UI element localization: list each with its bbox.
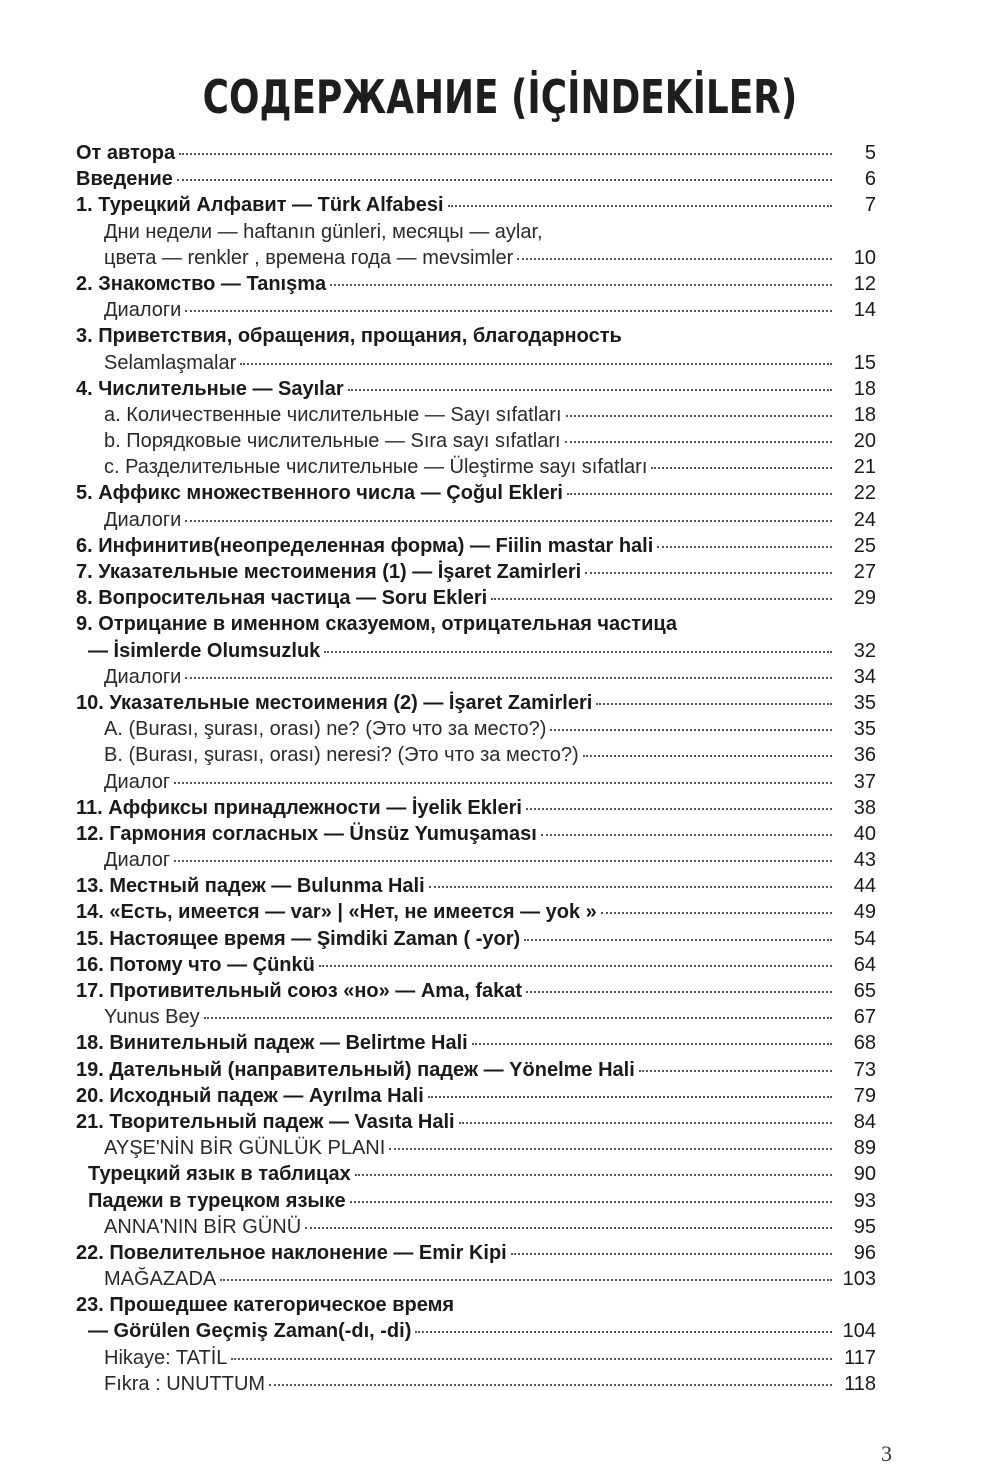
- toc-entry-page: 68: [853, 1032, 876, 1055]
- toc-entry: [76, 1161, 876, 1187]
- toc-entry: [76, 795, 876, 821]
- toc-entry: [76, 559, 876, 585]
- toc-entry-page: 6: [864, 168, 876, 191]
- toc-entry-page: 43: [853, 849, 876, 872]
- toc-entry-page: 84: [853, 1110, 876, 1133]
- dot-leader: [651, 467, 832, 469]
- toc-entry-title: 18. Винительный падеж — Belirtme Hali: [76, 1032, 468, 1055]
- toc-entry-page: 117: [844, 1346, 876, 1369]
- toc-entry-page: 49: [853, 901, 876, 924]
- toc-entry-title: c. Разделительные числительные — Üleştirme sayı sıfatları: [104, 456, 648, 479]
- dot-leader: [429, 886, 832, 888]
- dot-leader: [174, 860, 832, 862]
- toc-entry-title: 8. Вопросительная частица — Soru Ekleri: [76, 587, 488, 610]
- toc-entry-title: 3. Приветствия, обращения, прощания, благодарность: [76, 325, 622, 348]
- toc-entry-title: MAĞAZADA: [104, 1268, 217, 1291]
- dot-leader: [550, 729, 832, 731]
- toc-entry-page: 21: [853, 456, 876, 479]
- dot-leader: [350, 1201, 832, 1203]
- toc-entry: [76, 350, 876, 376]
- toc-entry-title: 12. Гармония согласных — Ünsüz Yumuşaması: [76, 822, 537, 845]
- dot-leader: [566, 415, 832, 417]
- toc-entry: [76, 611, 876, 637]
- dot-leader: [330, 284, 832, 286]
- toc-entry-page: 54: [853, 927, 876, 950]
- toc-entry: [76, 1292, 876, 1318]
- toc-entry-page: 44: [853, 875, 876, 898]
- toc-entry: [76, 376, 876, 402]
- toc-entry-page: 73: [853, 1058, 876, 1081]
- toc-entry-title: 19. Дательный (направительный) падеж — Yönelme Hali: [76, 1058, 635, 1081]
- toc-entry-page: 35: [853, 691, 876, 714]
- toc-entry: [76, 821, 876, 847]
- page-title: СОДЕРЖАНИЕ (İÇİNDEKİLER): [202, 70, 798, 124]
- toc-entry-title: 2. Знакомство — Tanışma: [76, 272, 327, 295]
- toc-entry-page: 15: [853, 351, 876, 374]
- toc-entry-page: 5: [864, 142, 876, 164]
- toc-entry-title: Введение: [76, 168, 173, 191]
- toc-entry-title: 22. Повелительное наклонение — Emir Kipi: [76, 1241, 507, 1264]
- dot-leader: [585, 572, 832, 574]
- toc-entry-title: 4. Числительные — Sayılar: [76, 377, 344, 400]
- toc-entry-page: 20: [853, 430, 876, 453]
- toc-entry: [76, 428, 876, 454]
- toc-entry-title: 10. Указательные местоимения (2) — İşaret Zamirleri: [76, 691, 593, 714]
- dot-leader: [174, 782, 832, 784]
- toc-entry-title: 7. Указательные местоимения (1) — İşaret Zamirleri: [76, 561, 582, 583]
- toc-entry-title: цвета — renkler , времена года — mevsimler: [104, 246, 514, 269]
- toc-entry-title: a. Количественные числительные — Sayı sıfatları: [104, 403, 562, 426]
- toc-entry-page: 32: [853, 639, 876, 662]
- toc-entry: [76, 769, 876, 795]
- toc-entry-page: 36: [853, 744, 876, 767]
- toc-entry-page: 79: [853, 1084, 876, 1107]
- toc-entry: [76, 1004, 876, 1030]
- toc-entry-title: Диалог: [104, 849, 171, 872]
- toc-entry-title: — Görülen Geçmiş Zaman(-dı, -di): [88, 1320, 412, 1343]
- toc-entry: [76, 1188, 876, 1214]
- dot-leader: [639, 1070, 832, 1072]
- toc-entry-page: 89: [853, 1137, 876, 1160]
- toc-entry-page: 22: [853, 482, 876, 505]
- toc-entry-title: AYŞE'NİN BİR GÜNLÜK PLANI: [104, 1137, 386, 1160]
- toc-entry-title: 13. Местный падеж — Bulunma Hali: [76, 875, 425, 898]
- dot-leader: [319, 965, 832, 967]
- dot-leader: [185, 310, 832, 312]
- toc-entry-title: Selamlaşmalar: [104, 351, 237, 374]
- toc-entry: [76, 899, 876, 925]
- toc-entry: [76, 952, 876, 978]
- toc-entry-title: 21. Творительный падеж — Vasıta Hali: [76, 1110, 455, 1133]
- toc-entry-title: — İsimlerde Olumsuzluk: [88, 639, 321, 662]
- toc-entry-title: 23. Прошедшее категорическое время: [76, 1294, 455, 1317]
- dot-leader: [240, 363, 832, 365]
- dot-leader: [231, 1358, 832, 1360]
- dot-leader: [185, 677, 832, 679]
- toc-entry-page: 18: [853, 377, 876, 400]
- toc-entry: [76, 873, 876, 899]
- dot-leader: [355, 1174, 832, 1176]
- toc-entry-title: ANNA'NIN BİR GÜNÜ: [104, 1215, 302, 1238]
- dot-leader: [448, 205, 832, 207]
- toc-entry-title: Hikaye: TATİL: [104, 1346, 228, 1369]
- toc-entry-page: 118: [844, 1372, 876, 1395]
- toc-entry-title: 17. Противительный союз «но» — Ama, fakat: [76, 980, 523, 1002]
- toc-entry: [76, 1083, 876, 1109]
- toc-entry: [76, 245, 876, 271]
- toc-entry-title: B. (Burası, şurası, orası) neresi? (Это что за место?): [104, 744, 579, 767]
- dot-leader: [526, 991, 832, 993]
- toc-entry-page: 93: [853, 1189, 876, 1212]
- toc-entry: [76, 192, 876, 218]
- dot-leader: [348, 389, 832, 391]
- toc-entry: [76, 140, 876, 166]
- toc-entry-title: Турецкий язык в таблицах: [88, 1163, 351, 1186]
- toc-entry-page: 12: [853, 272, 876, 295]
- dot-leader: [583, 755, 832, 757]
- toc-entry-title: Yunus Bey: [104, 1006, 200, 1029]
- toc-entry-page: 95: [853, 1215, 876, 1238]
- toc-entry-title: 14. «Есть, имеется — var» | «Нет, не имеется — yok »: [76, 901, 597, 924]
- dot-leader: [541, 834, 832, 836]
- toc-entry-title: Диалоги: [104, 508, 182, 531]
- dot-leader: [511, 1253, 832, 1255]
- toc-entry-page: 14: [853, 299, 876, 322]
- dot-leader: [177, 179, 832, 181]
- toc-entry: [76, 1371, 876, 1397]
- toc-entry-page: 96: [853, 1241, 876, 1264]
- dot-leader: [204, 1017, 832, 1019]
- toc-entry-page: 18: [853, 403, 876, 426]
- toc-entry-page: 38: [853, 796, 876, 819]
- toc-entry: [76, 1135, 876, 1161]
- toc-entry: [76, 166, 876, 192]
- toc-entry-page: 7: [864, 194, 876, 217]
- dot-leader: [415, 1331, 832, 1333]
- toc-entry-title: Диалоги: [104, 665, 182, 688]
- toc-entry-page: 104: [842, 1320, 876, 1343]
- dot-leader: [305, 1227, 832, 1229]
- toc-entry: [76, 1266, 876, 1292]
- toc-entry-title: Дни недели — haftanın günleri, месяцы — aylar,: [104, 220, 543, 243]
- dot-leader: [179, 153, 832, 155]
- toc-entry: [76, 1057, 876, 1083]
- page-number: 3: [881, 1441, 892, 1466]
- toc-entry-title: b. Порядковые числительные — Sıra sayı sıfatları: [104, 430, 561, 453]
- toc-entry-page: 29: [853, 587, 876, 610]
- toc-entry: [76, 533, 876, 559]
- toc-entry-title: Диалоги: [104, 299, 182, 322]
- toc-entry-title: От автора: [76, 142, 176, 164]
- dot-leader: [565, 441, 832, 443]
- toc-entry-page: 90: [853, 1163, 876, 1186]
- dot-leader: [324, 651, 832, 653]
- toc-entry-page: 67: [853, 1006, 876, 1029]
- dot-leader: [517, 258, 832, 260]
- toc-entry: [76, 454, 876, 480]
- toc-entry-title: Fıkra : UNUTTUM: [104, 1372, 266, 1395]
- toc-entry: [76, 1214, 876, 1240]
- dot-leader: [657, 546, 832, 548]
- toc-entry-page: 27: [853, 561, 876, 583]
- toc-entry-title: 1. Турецкий Алфавит — Türk Alfabesi: [76, 194, 444, 217]
- dot-leader: [428, 1096, 832, 1098]
- toc-entry-page: 64: [853, 953, 876, 976]
- toc-entry: [76, 742, 876, 768]
- toc-entry: [76, 1318, 876, 1344]
- toc-entry-title: 20. Исходный падеж — Ayrılma Hali: [76, 1084, 424, 1107]
- toc-entry-title: A. (Burası, şurası, orası) ne? (Это что за место?): [104, 718, 547, 741]
- dot-leader: [491, 598, 832, 600]
- toc-entry: [76, 219, 876, 245]
- toc-entry: [76, 978, 876, 1004]
- toc-entry: [76, 664, 876, 690]
- toc-entry: [76, 716, 876, 742]
- toc-entry-title: 6. Инфинитив(неопределенная форма) — Fiilin mastar hali: [76, 534, 654, 557]
- toc-entry-title: 9. Отрицание в именном сказуемом, отрицательная частица: [76, 613, 678, 636]
- dot-leader: [459, 1122, 832, 1124]
- toc-entry: [76, 1109, 876, 1135]
- dot-leader: [220, 1279, 832, 1281]
- toc-entry-title: 16. Потому что — Çünkü: [76, 953, 315, 976]
- toc-entry: [76, 271, 876, 297]
- toc-entry-page: 65: [853, 980, 876, 1002]
- toc-entry-page: 40: [853, 822, 876, 845]
- dot-leader: [601, 912, 832, 914]
- toc-entry: [76, 690, 876, 716]
- toc-entry: [76, 297, 876, 323]
- toc-entry: [76, 1345, 876, 1371]
- dot-leader: [567, 493, 832, 495]
- toc-entry: [76, 402, 876, 428]
- dot-leader: [269, 1384, 832, 1386]
- toc-entry-title: 15. Настоящее время — Şimdiki Zaman ( -yor): [76, 927, 521, 950]
- toc-entry-page: 24: [853, 508, 876, 531]
- toc-entry: [76, 507, 876, 533]
- toc-entry: [76, 323, 876, 349]
- dot-leader: [185, 520, 832, 522]
- toc-entry-page: 34: [853, 665, 876, 688]
- dot-leader: [596, 703, 832, 705]
- toc-entry-page: 103: [842, 1268, 876, 1291]
- dot-leader: [389, 1148, 832, 1150]
- toc-entry-page: 25: [853, 534, 876, 557]
- toc-entry: [76, 926, 876, 952]
- toc-entry-page: 37: [853, 770, 876, 793]
- toc-entry-page: 10: [853, 246, 876, 269]
- toc-entry-title: Диалог: [104, 770, 171, 793]
- toc-entry-title: Падежи в турецком языке: [88, 1189, 346, 1212]
- toc-entry: [76, 638, 876, 664]
- toc-entry: [76, 1240, 876, 1266]
- dot-leader: [472, 1043, 832, 1045]
- toc-entry: [76, 585, 876, 611]
- table-of-contents: [76, 140, 876, 1397]
- toc-entry: [76, 847, 876, 873]
- toc-entry-page: 35: [853, 718, 876, 741]
- dot-leader: [524, 939, 832, 941]
- toc-entry-title: 11. Аффиксы принадлежности — İyelik Ekleri: [76, 796, 522, 819]
- dot-leader: [526, 808, 832, 810]
- toc-entry-title: 5. Аффикс множественного числа — Çoğul Ekleri: [76, 482, 563, 505]
- toc-entry: [76, 480, 876, 506]
- toc-entry: [76, 1030, 876, 1056]
